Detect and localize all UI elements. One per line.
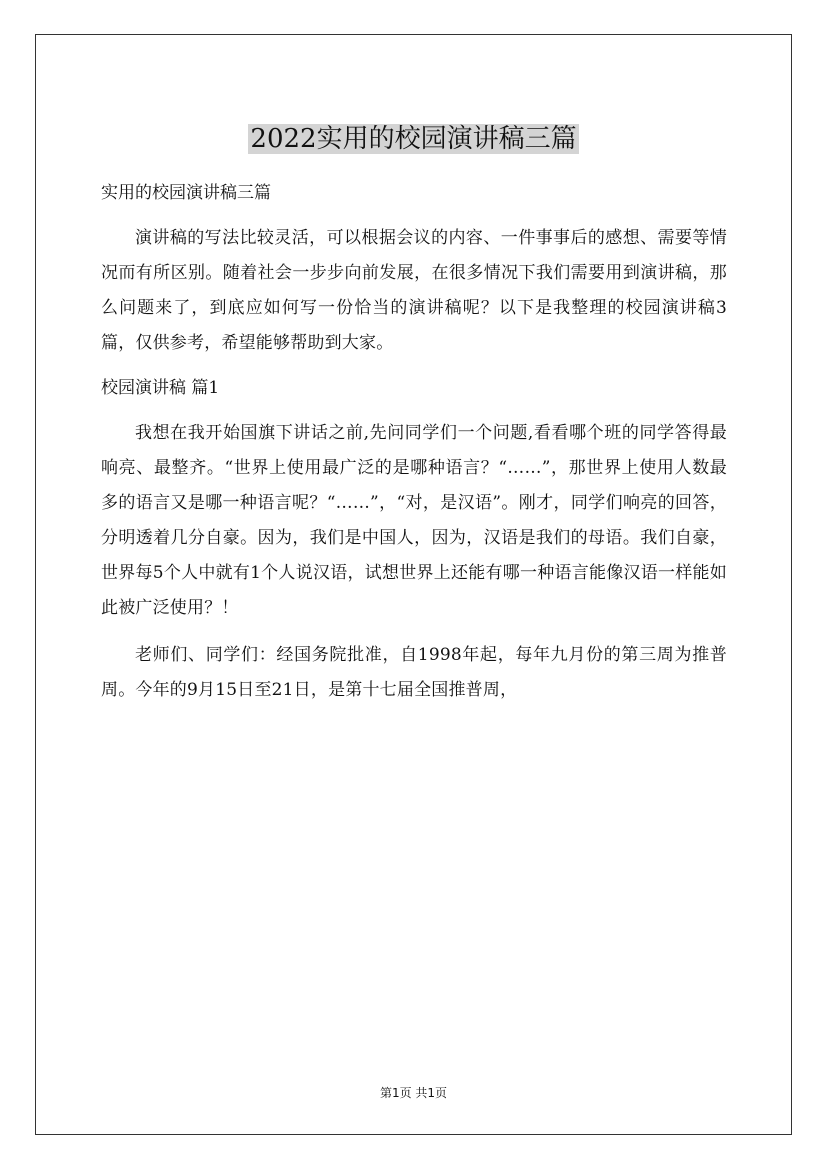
- document-body: [101, 176, 727, 708]
- spacer: [101, 406, 727, 416]
- section-heading: 校园演讲稿 篇1: [101, 378, 220, 398]
- document-title-text: 2022实用的校园演讲稿三篇: [250, 124, 577, 155]
- page-footer: 第1页 共1页: [379, 1086, 448, 1100]
- body-paragraph: 老师们、同学们：经国务院批准，自1998年起，每年九月份的第三周为推普周。今年的9月15日至21日，是第十七届全国推普周，: [101, 645, 727, 700]
- document-title: [0, 117, 827, 161]
- spacer: [101, 626, 727, 638]
- body-paragraph: 我想在我开始国旗下讲话之前,先问同学们一个问题,看看哪个班的同学答得最响亮、最整齐。“世界上使用最广泛的是哪种语言？“……”，那世界上使用人数最多的语言又是哪一种语言呢？“……”，“对，是汉语”。刚才，同学们响亮的回答，分明透着几分自豪。因为，我们是中国人，因为，汉语是我们的母语。我们自豪，世界每5个人中就有1个人说汉语，试想世界上还能有哪一种语言能像汉语一样能如此被广泛使用？！: [101, 423, 727, 618]
- spacer: [101, 361, 727, 371]
- spacer: [101, 211, 727, 221]
- intro-paragraph: 演讲稿的写法比较灵活，可以根据会议的内容、一件事事后的感想、需要等情况而有所区别。随着社会一步步向前发展，在很多情况下我们需要用到演讲稿，那么问题来了，到底应如何写一份恰当的演讲稿呢？以下是我整理的校园演讲稿3篇，仅供参考，希望能够帮助到大家。: [101, 228, 727, 353]
- document-subtitle: 实用的校园演讲稿三篇: [101, 183, 271, 203]
